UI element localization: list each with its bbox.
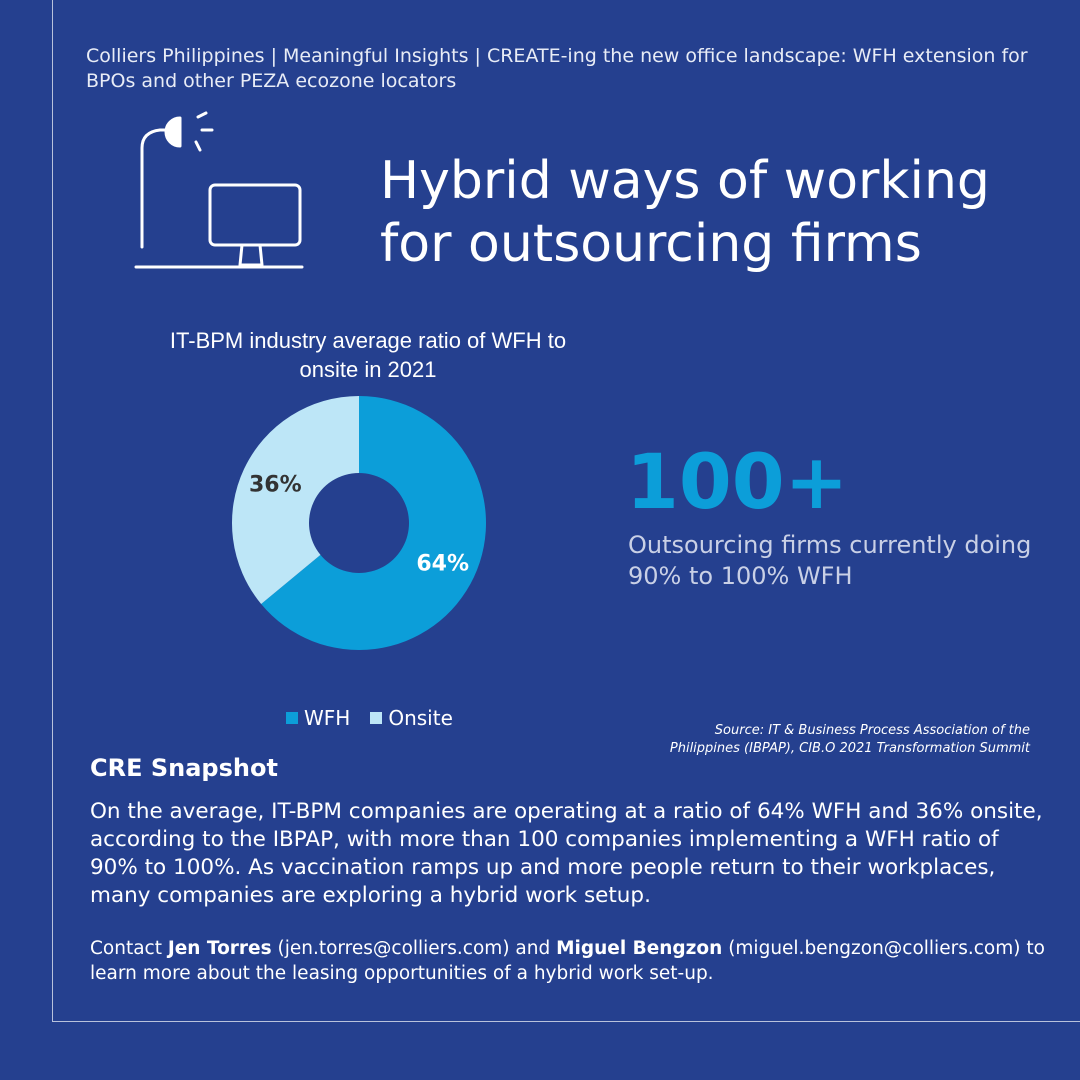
- donut-chart: [230, 394, 488, 652]
- legend-item-onsite: [370, 706, 453, 730]
- legend-item-wfh: [286, 706, 350, 730]
- title-line-1: Hybrid ways of working: [380, 151, 990, 211]
- contact-name-1: Jen Torres: [167, 938, 272, 959]
- title-line-2: for outsourcing firms: [380, 214, 922, 274]
- contact-paragraph: [90, 936, 1050, 986]
- frame-bottom-border: [52, 1021, 1080, 1022]
- contact-prefix: Contact: [90, 938, 168, 959]
- donut-label-onsite: 36%: [248, 472, 302, 498]
- snapshot-body: On the average, IT-BPM companies are operating at a ratio of 64% WFH and 36% onsite, according to the IBPAP, with more than 100 companies implementing a WFH ratio of 90% to 100%. As vaccination ramps up and more people return to their workplaces, many companies are exploring a hybrid work setup.: [90, 799, 1043, 908]
- legend-label-wfh: WFH: [304, 706, 351, 730]
- legend-swatch-wfh: [286, 712, 298, 724]
- source-note: [560, 722, 1030, 758]
- snapshot-heading: CRE Snapshot: [90, 754, 278, 782]
- frame-left-border: [52, 0, 53, 1022]
- stat-value: 100+: [626, 437, 849, 526]
- legend-swatch-onsite: [370, 712, 382, 724]
- stat-description: Outsourcing firms currently doing 90% to 100% WFH: [628, 531, 1032, 590]
- donut-label-wfh: 64%: [416, 551, 470, 577]
- contact-email-1: (jen.torres@colliers.com) and: [271, 938, 557, 959]
- contact-email-2: (miguel.bengzon@colliers.com) to learn more about the leasing opportunities of a hybrid work set-up.: [90, 938, 1045, 984]
- source-line-2: Philippines (IBPAP), CIB.O 2021 Transformation Summit: [669, 741, 1030, 756]
- chart-title: IT-BPM industry average ratio of WFH to onsite in 2021: [169, 328, 567, 382]
- desk-lamp-monitor-icon: [128, 110, 308, 275]
- source-line-1: Source: IT & Business Process Association of the: [714, 723, 1030, 738]
- page-title: [380, 150, 1060, 276]
- chart-legend: [286, 706, 473, 730]
- contact-name-2: Miguel Bengzon: [556, 938, 723, 959]
- legend-label-onsite: Onsite: [388, 706, 453, 730]
- header-breadcrumb: Colliers Philippines | Meaningful Insights | CREATE-ing the new office landscape: WFH extension for BPOs and other PEZA ecozone locators: [86, 45, 1028, 92]
